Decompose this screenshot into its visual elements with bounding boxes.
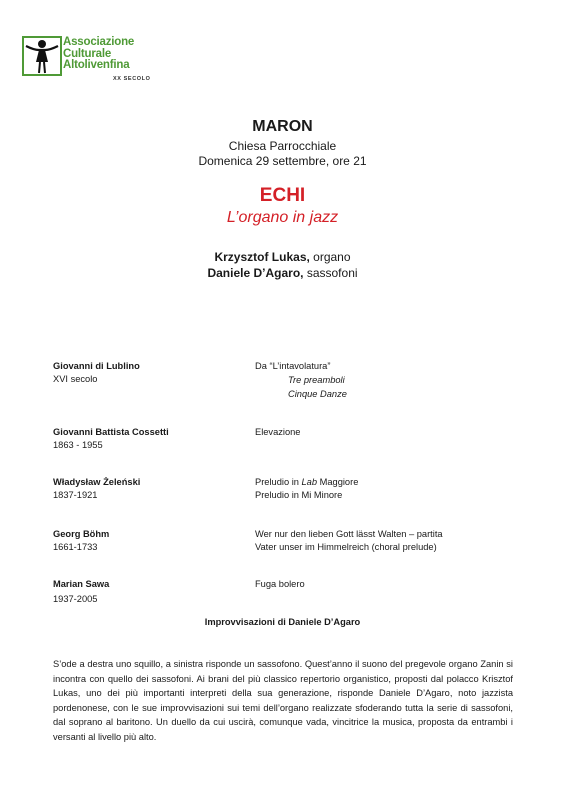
work-title: Fuga bolero (255, 579, 305, 589)
work-title: Vater unser im Himmelreich (choral prelude) (255, 542, 437, 552)
composer-years: XVI secolo (53, 374, 98, 384)
performer-2 (0, 266, 565, 280)
logo-line-1: Associazione (63, 36, 135, 48)
event-date: Domenica 29 settembre, ore 21 (198, 154, 367, 168)
composer (53, 476, 243, 502)
concert-title: ECHI (259, 185, 306, 206)
logo-subtitle: XX SECOLO (113, 76, 151, 82)
performer-role: organo (309, 250, 351, 264)
work-title (255, 476, 525, 489)
work-text: Preludio in (255, 477, 302, 487)
work-title: Da “L’intavolatura” (255, 361, 331, 371)
composer-years: 1661-1733 (53, 542, 98, 552)
logo-line-2: Culturale (63, 47, 112, 60)
improvisations-heading: Improvvisazioni di Daniele D’Agaro (204, 617, 361, 627)
dancer-logo-icon (22, 36, 62, 76)
composer (53, 528, 243, 554)
logo-wordmark (63, 37, 134, 72)
composer-years: 1937-2005 (53, 594, 98, 604)
logo-line-3: Altolivenfina (63, 59, 130, 71)
composer-name: Władysław Żeleński (53, 477, 141, 487)
composer (53, 578, 243, 606)
works (255, 578, 525, 591)
work-key: Lab (301, 477, 318, 487)
work-title: Preludio in Mi Minore (255, 490, 343, 500)
composer-years: 1863 - 1955 (53, 440, 103, 450)
event-description: S’ode a destra uno squillo, a sinistra risponde un sassofono. Quest’anno il suono del pregevole organo Zanin si incontra con quello dei sassofoni. Ai brani del più classico repertorio organistico, proposti dal polacco Krisztof Lukas, uno dei più importanti interpreti della sua generazione, risponde Daniele D’Agaro, noto jazzista pordenonese, con le sue improvvisazioni sui temi dell’organo realizzate sfoderando tutta la serie di sassofoni, dal soprano al baritono. Un duello da cui uscirà, comunque vada, vincitrice la musica, proposta da entrambi i versanti al livello più alto. (53, 659, 513, 742)
composer-years: 1837-1921 (53, 490, 98, 500)
work-title: Wer nur den lieben Gott lässt Walten – partita (255, 529, 443, 539)
performer-role: sassofoni (303, 266, 358, 280)
work-text: Maggiore (317, 477, 359, 487)
composer-name: Georg Böhm (53, 529, 110, 539)
work-title: Cinque Danze (288, 389, 347, 399)
performer-name: Krzysztof Lukas, (214, 250, 310, 264)
composer-name: Giovanni di Lublino (53, 361, 140, 371)
works (255, 360, 525, 401)
work-title: Elevazione (255, 427, 301, 437)
event-venue: Chiesa Parrocchiale (228, 139, 337, 153)
composer-name: Marian Sawa (53, 579, 110, 589)
composer-name: Giovanni Battista Cossetti (53, 427, 169, 437)
performer-name: Daniele D’Agaro, (207, 266, 304, 280)
composer (53, 426, 243, 452)
works (255, 476, 525, 502)
composer (53, 360, 243, 386)
event-town: MARON (252, 118, 313, 135)
work-title: Tre preamboli (288, 375, 345, 385)
works (255, 528, 525, 554)
concert-subtitle: L’organo in jazz (226, 209, 339, 226)
works (255, 426, 525, 439)
performer-1 (0, 250, 565, 264)
association-logo (22, 36, 152, 86)
